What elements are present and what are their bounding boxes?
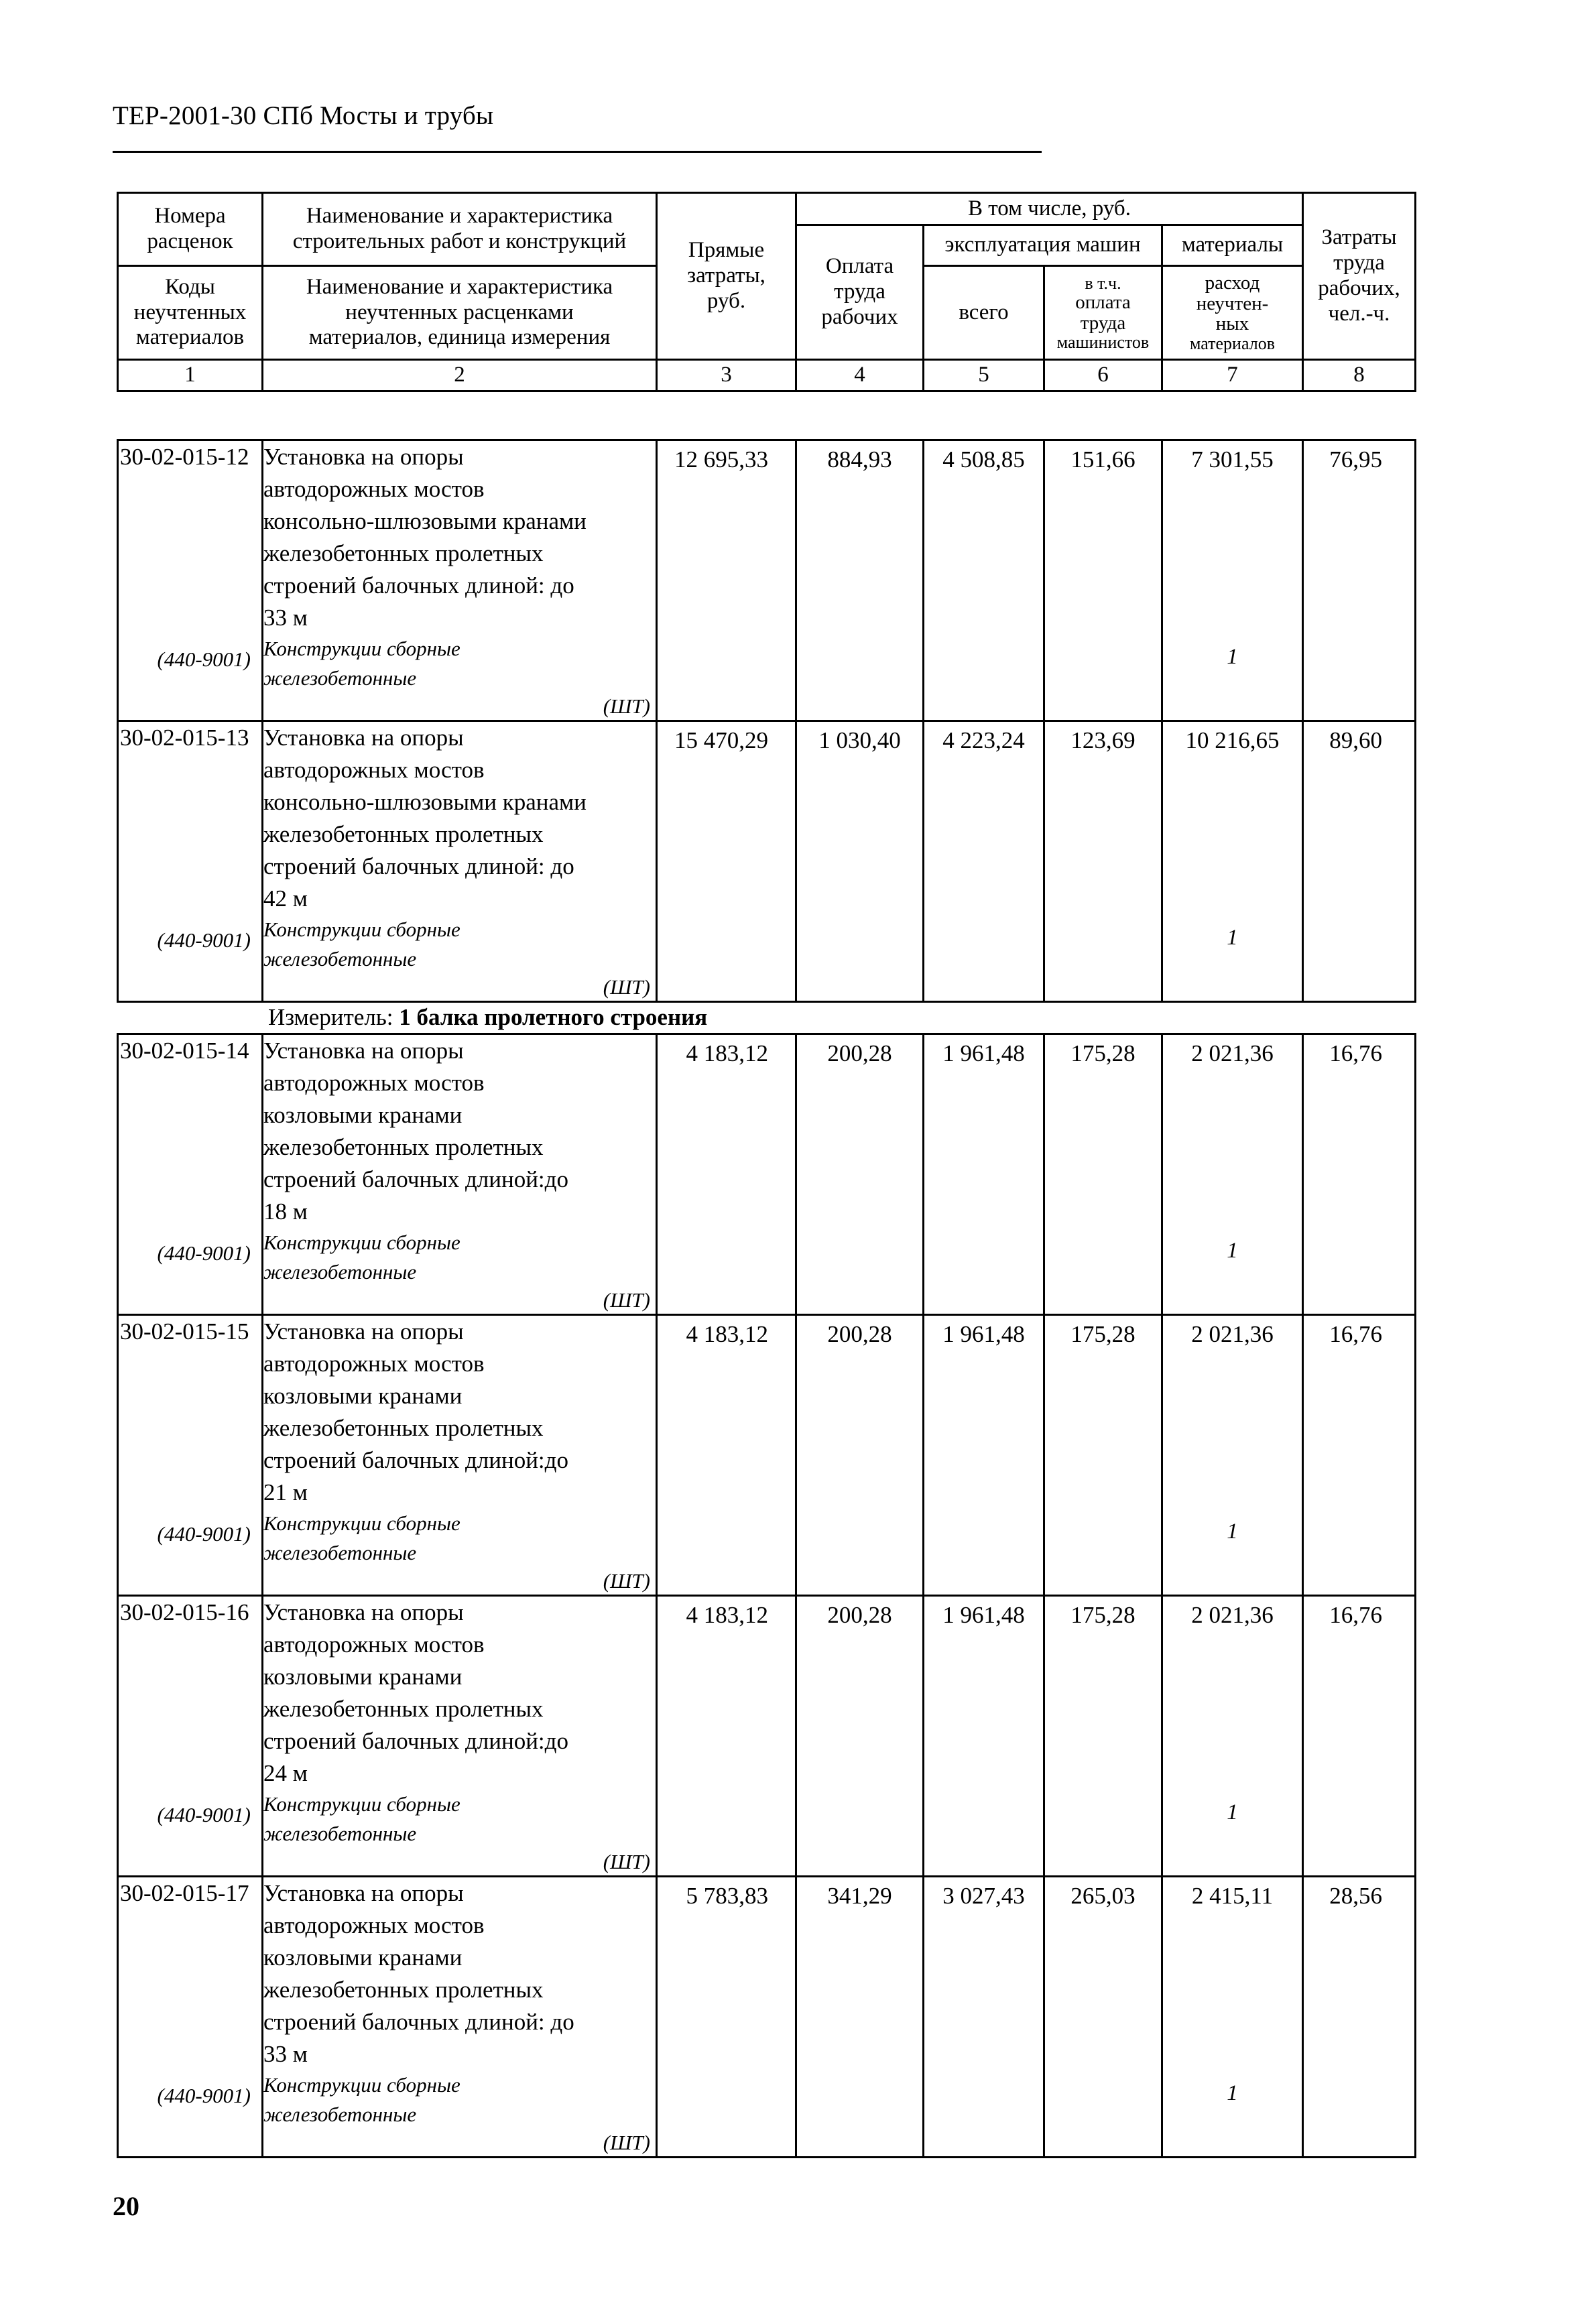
material-quantity: 1 [1227,926,1238,950]
rate-name-line: автодорожных мостов [263,757,485,783]
rate-name-line: 18 м [263,1198,308,1225]
worker-wage-cell [796,1877,924,2158]
labor-cell [1303,1877,1416,2158]
group-header: В том числе, руб. [796,193,1303,225]
rate-name-line: козловыми кранами [263,1664,463,1690]
labor-cell [1303,1315,1416,1596]
col-number: 1 [118,360,263,391]
materials-cost: 2 021,36 [1191,1040,1274,1066]
rate-name-cell [263,440,657,721]
direct-cost-cell [657,1034,796,1315]
worker-wage: 341,29 [827,1883,892,1909]
machinist-wage: 123,69 [1070,727,1135,753]
rate-name-line: 24 м [263,1760,308,1786]
col1-header-bottom: Коды неучтенных материалов [118,266,263,360]
materials-cost: 2 415,11 [1191,1883,1274,1909]
machinist-wage: 175,28 [1070,1321,1135,1347]
machinist-wage: 151,66 [1070,446,1135,473]
rate-name-line: строений балочных длиной: до [263,572,574,599]
col7-header: расход неучтен- ных материалов [1162,266,1303,360]
unit-label: (ШТ) [603,694,650,718]
col8-header: Затраты труда рабочих, чел.-ч. [1303,193,1416,360]
title-rule [113,151,1042,153]
materials-cell [1162,1596,1303,1877]
table-row [118,721,1416,1002]
direct-cost-cell [657,1877,796,2158]
rate-name-cell [263,1315,657,1596]
col5-header: всего [924,266,1044,360]
material-code: (440-9001) [157,647,251,671]
direct-cost: 4 183,12 [686,1602,768,1628]
rate-name-line: козловыми кранами [263,1102,463,1128]
rate-name-line: консольно-шлюзовыми кранами [263,508,587,534]
rate-code-cell [118,440,263,721]
direct-cost-cell [657,721,796,1002]
material-name-line: Конструкции сборные [263,1231,461,1254]
col-number: 6 [1044,360,1162,391]
material-quantity: 1 [1227,1239,1238,1263]
rate-name-line: консольно-шлюзовыми кранами [263,789,587,815]
page-title: ТЕР-2001-30 СПб Мосты и трубы [113,101,494,130]
direct-cost: 4 183,12 [686,1040,768,1066]
machinist-wage-cell [1044,1877,1162,2158]
rate-name-line: строений балочных длиной:до [263,1728,568,1754]
material-code: (440-9001) [157,1241,251,1265]
worker-wage: 200,28 [827,1321,892,1347]
col-number: 5 [924,360,1044,391]
direct-cost-cell [657,1596,796,1877]
rate-name-cell [263,721,657,1002]
machines-total: 4 508,85 [942,446,1025,473]
material-quantity: 1 [1227,645,1238,669]
material-name-line: Конструкции сборные [263,637,461,660]
labor-hours: 16,76 [1329,1321,1382,1347]
materials-cost: 10 216,65 [1185,727,1280,753]
rate-code-cell [118,1596,263,1877]
material-name-line: железобетонные [263,947,417,971]
rate-name-line: козловыми кранами [263,1383,463,1409]
worker-wage-cell [796,1596,924,1877]
material-quantity: 1 [1227,1519,1238,1544]
rate-name-line: железобетонных пролетных [263,540,544,566]
labor-hours: 16,76 [1329,1040,1382,1066]
rate-name-cell [263,1034,657,1315]
rate-code-cell [118,721,263,1002]
material-name-line: Конструкции сборные [263,2073,461,2097]
unit-label: (ШТ) [603,1288,650,1312]
rate-name-line: железобетонных пролетных [263,1977,544,2003]
col-number: 2 [263,360,657,391]
rate-name-line: автодорожных мостов [263,1631,485,1658]
worker-wage-cell [796,440,924,721]
rate-name-line: строений балочных длиной: до [263,853,574,879]
rates-table-a [117,439,1416,1003]
rate-name-line: автодорожных мостов [263,1912,485,1938]
materials-header: материалы [1162,225,1303,266]
rate-name-line: Установка на опоры [263,444,464,470]
rate-name-line: автодорожных мостов [263,1070,485,1096]
machines-total-cell [924,1315,1044,1596]
machines-total-cell [924,440,1044,721]
machinist-wage-cell [1044,1315,1162,1596]
material-code: (440-9001) [157,1522,251,1546]
rate-code: 30-02-015-14 [120,1038,249,1064]
machines-total: 1 961,48 [942,1321,1025,1347]
rate-code-cell [118,1877,263,2158]
worker-wage: 200,28 [827,1602,892,1628]
labor-hours: 16,76 [1329,1602,1382,1628]
labor-cell [1303,1596,1416,1877]
machines-total-cell [924,1034,1044,1315]
col6-header: в т.ч. оплата труда машинистов [1044,266,1162,360]
materials-cell [1162,1034,1303,1315]
rate-name-line: автодорожных мостов [263,476,485,502]
rates-table-b [117,1033,1416,2158]
labor-hours: 89,60 [1329,727,1382,753]
rate-name-cell [263,1877,657,2158]
direct-cost: 4 183,12 [686,1321,768,1347]
machines-header: эксплуатация машин [924,225,1162,266]
labor-hours: 28,56 [1329,1883,1382,1909]
material-name-line: железобетонные [263,1260,417,1284]
rate-name-line: Установка на опоры [263,1599,464,1625]
worker-wage-cell [796,721,924,1002]
rate-name-line: 33 м [263,2041,308,2067]
machinist-wage-cell [1044,440,1162,721]
material-name-line: железобетонные [263,666,417,690]
rate-name-line: Установка на опоры [263,1318,464,1345]
labor-cell [1303,1034,1416,1315]
machines-total: 1 961,48 [942,1040,1025,1066]
rate-code: 30-02-015-16 [120,1599,249,1625]
materials-cost: 2 021,36 [1191,1321,1274,1347]
unit-label: (ШТ) [603,1850,650,1873]
table-row [118,1315,1416,1596]
machinist-wage: 175,28 [1070,1602,1135,1628]
table-row [118,1034,1416,1315]
direct-cost-cell [657,1315,796,1596]
col2-header-bottom: Наименование и характеристика неучтенных расценками материалов, единица измерения [263,266,657,360]
machines-total-cell [924,1877,1044,2158]
material-name-line: Конструкции сборные [263,1792,461,1816]
machinist-wage: 265,03 [1070,1883,1135,1909]
col3-header: Прямые затраты, руб. [657,193,796,360]
material-code: (440-9001) [157,928,251,952]
rate-name-line: 42 м [263,885,308,912]
col-number: 8 [1303,360,1416,391]
unit-label: (ШТ) [603,1569,650,1593]
machinist-wage-cell [1044,1596,1162,1877]
rate-code: 30-02-015-13 [120,725,249,751]
material-name-line: железобетонные [263,2103,417,2126]
machinist-wage-cell [1044,721,1162,1002]
worker-wage: 884,93 [827,446,892,473]
rate-name-line: строений балочных длиной: до [263,2009,574,2035]
rate-name-line: автодорожных мостов [263,1351,485,1377]
unit-label: (ШТ) [603,975,650,999]
machinist-wage-cell [1044,1034,1162,1315]
worker-wage: 200,28 [827,1040,892,1066]
materials-cell [1162,1877,1303,2158]
rate-name-line: Установка на опоры [263,1038,464,1064]
materials-cell [1162,440,1303,721]
rate-code-cell [118,1034,263,1315]
materials-cost: 2 021,36 [1191,1602,1274,1628]
worker-wage-cell [796,1315,924,1596]
material-quantity: 1 [1227,1800,1238,1824]
labor-cell [1303,721,1416,1002]
rate-name-line: железобетонных пролетных [263,1415,544,1441]
col-number: 7 [1162,360,1303,391]
material-code: (440-9001) [157,2084,251,2107]
machines-total: 4 223,24 [942,727,1025,753]
machines-total: 1 961,48 [942,1602,1025,1628]
machinist-wage: 175,28 [1070,1040,1135,1066]
machines-total-cell [924,721,1044,1002]
labor-hours: 76,95 [1329,446,1382,473]
material-name-line: железобетонные [263,1541,417,1564]
material-name-line: Конструкции сборные [263,918,461,941]
rate-name-line: железобетонных пролетных [263,1696,544,1722]
machines-total: 3 027,43 [942,1883,1025,1909]
col-number: 4 [796,360,924,391]
col4-header: Оплата труда рабочих [796,225,924,360]
rate-name-line: Установка на опоры [263,1880,464,1906]
rate-name-line: строений балочных длиной:до [263,1166,568,1192]
col2-header-top: Наименование и характеристика строительных работ и конструкций [263,193,657,266]
page-number: 20 [113,2191,139,2221]
rate-name-line: козловыми кранами [263,1944,463,1971]
rate-name-line: железобетонных пролетных [263,1134,544,1160]
materials-cost: 7 301,55 [1191,446,1274,473]
worker-wage: 1 030,40 [818,727,901,753]
materials-cell [1162,721,1303,1002]
labor-cell [1303,440,1416,721]
column-header-table [117,192,1416,392]
worker-wage-cell [796,1034,924,1315]
rate-code-cell [118,1315,263,1596]
rate-name-line: 21 м [263,1479,308,1505]
direct-cost: 15 470,29 [674,727,768,753]
material-name-line: Конструкции сборные [263,1511,461,1535]
rate-code: 30-02-015-12 [120,444,249,470]
direct-cost-cell [657,440,796,721]
meter-line: Измеритель: 1 балка пролетного строения [268,1004,708,1030]
unit-label: (ШТ) [603,2131,650,2154]
rate-name-line: Установка на опоры [263,725,464,751]
material-quantity: 1 [1227,2081,1238,2105]
direct-cost: 5 783,83 [686,1883,768,1909]
rate-code: 30-02-015-15 [120,1318,249,1345]
col1-header-top: Номера расценок [118,193,263,266]
table-row [118,1877,1416,2158]
table-row [118,1596,1416,1877]
machines-total-cell [924,1596,1044,1877]
rate-name-line: железобетонных пролетных [263,821,544,847]
rate-name-line: строений балочных длиной:до [263,1447,568,1473]
rate-name-cell [263,1596,657,1877]
table-row [118,440,1416,721]
material-code: (440-9001) [157,1803,251,1826]
col-number: 3 [657,360,796,391]
rate-code: 30-02-015-17 [120,1880,249,1906]
material-name-line: железобетонные [263,1822,417,1845]
direct-cost: 12 695,33 [674,446,768,473]
materials-cell [1162,1315,1303,1596]
rate-name-line: 33 м [263,605,308,631]
